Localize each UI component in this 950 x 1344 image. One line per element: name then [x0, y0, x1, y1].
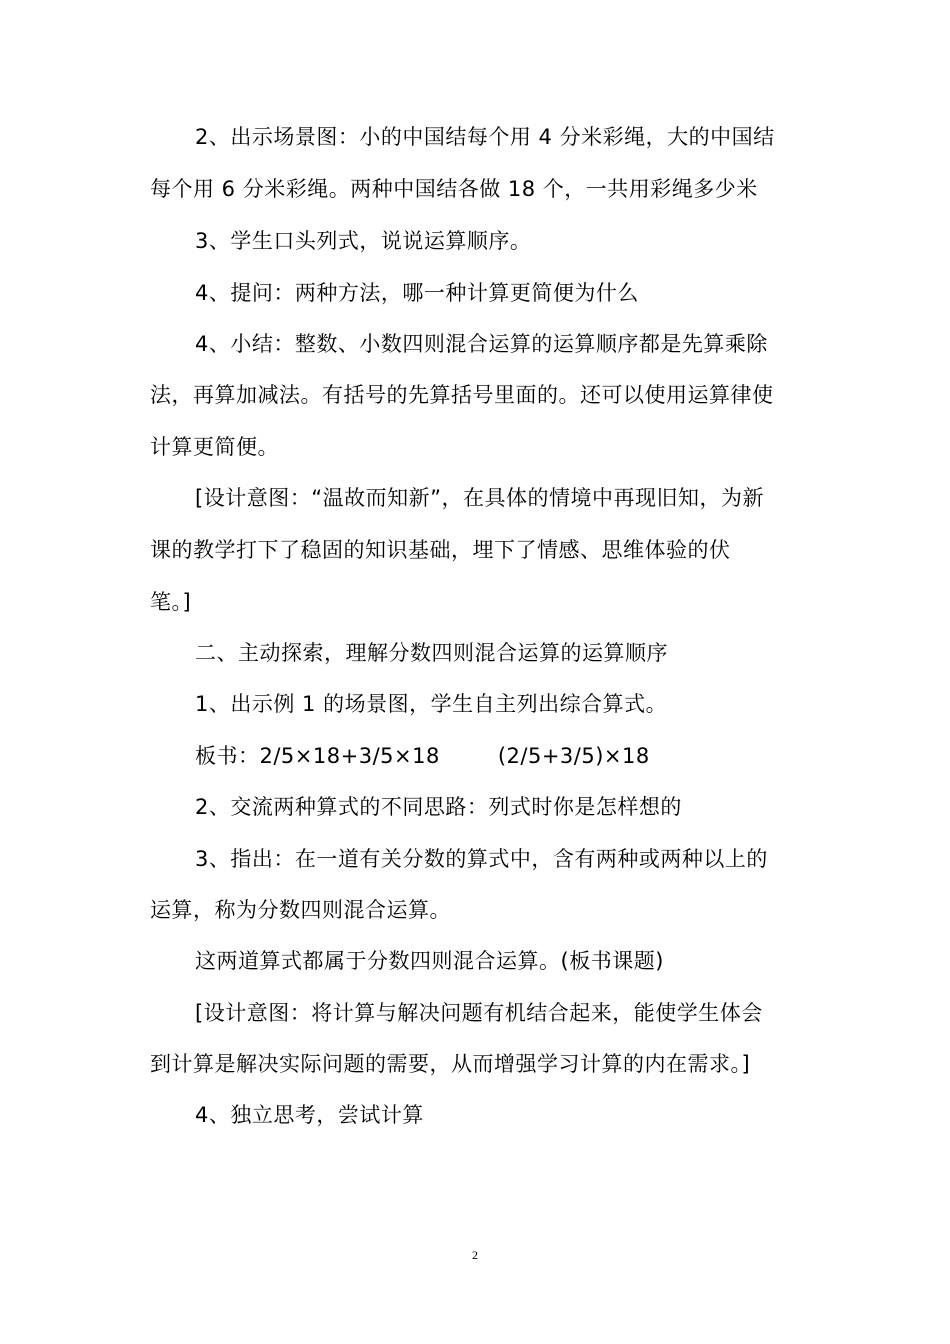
- board-writing-formula-1: 板书：2/5×18+3/5×18: [195, 744, 440, 768]
- design-intent-line: 到计算是解决实际问题的需要，从而增强学习计算的内在需求。]: [150, 1052, 751, 1076]
- design-intent-line: 课的教学打下了稳固的知识基础，埋下了情感、思维体验的伏: [150, 538, 731, 562]
- paragraph-line: 4、独立思考，尝试计算: [195, 1103, 424, 1127]
- design-intent-line: [设计意图：“温故而知新”，在具体的情境中再现旧知，为新: [195, 486, 764, 510]
- paragraph-line: 4、小结：整数、小数四则混合运算的运算顺序都是先算乘除: [195, 332, 768, 356]
- paragraph-line: 2、出示场景图：小的中国结每个用 4 分米彩绳，大的中国结: [195, 125, 775, 149]
- paragraph-line: 1、出示例 1 的场景图，学生自主列出综合算式。: [195, 692, 668, 716]
- paragraph-line: 法，再算加减法。有括号的先算括号里面的。还可以使用运算律使: [150, 383, 774, 407]
- design-intent-line: [设计意图：将计算与解决问题有机结合起来，能使学生体会: [195, 1001, 763, 1025]
- board-writing-line: [195, 743, 650, 769]
- paragraph-line: 运算，称为分数四则混合运算。: [150, 898, 451, 922]
- page-number: 2: [472, 1248, 478, 1262]
- design-intent-line: 笔。]: [150, 590, 192, 614]
- paragraph-line: 每个用 6 分米彩绳。两种中国结各做 18 个，一共用彩绳多少米: [150, 177, 758, 201]
- paragraph-line: 2、交流两种算式的不同思路：列式时你是怎样想的: [195, 795, 682, 819]
- paragraph-line: 计算更简便。: [150, 435, 279, 459]
- section-heading: 二、主动探索，理解分数四则混合运算的运算顺序: [195, 641, 668, 665]
- paragraph-line: 4、提问：两种方法，哪一种计算更简便为什么: [195, 281, 639, 305]
- paragraph-line: 3、指出：在一道有关分数的算式中，含有两种或两种以上的: [195, 847, 768, 871]
- paragraph-line: 这两道算式都属于分数四则混合运算。(板书课题): [195, 949, 664, 973]
- board-writing-formula-2: (2/5+3/5)×18: [497, 744, 650, 768]
- paragraph-line: 3、学生口头列式，说说运算顺序。: [195, 229, 532, 253]
